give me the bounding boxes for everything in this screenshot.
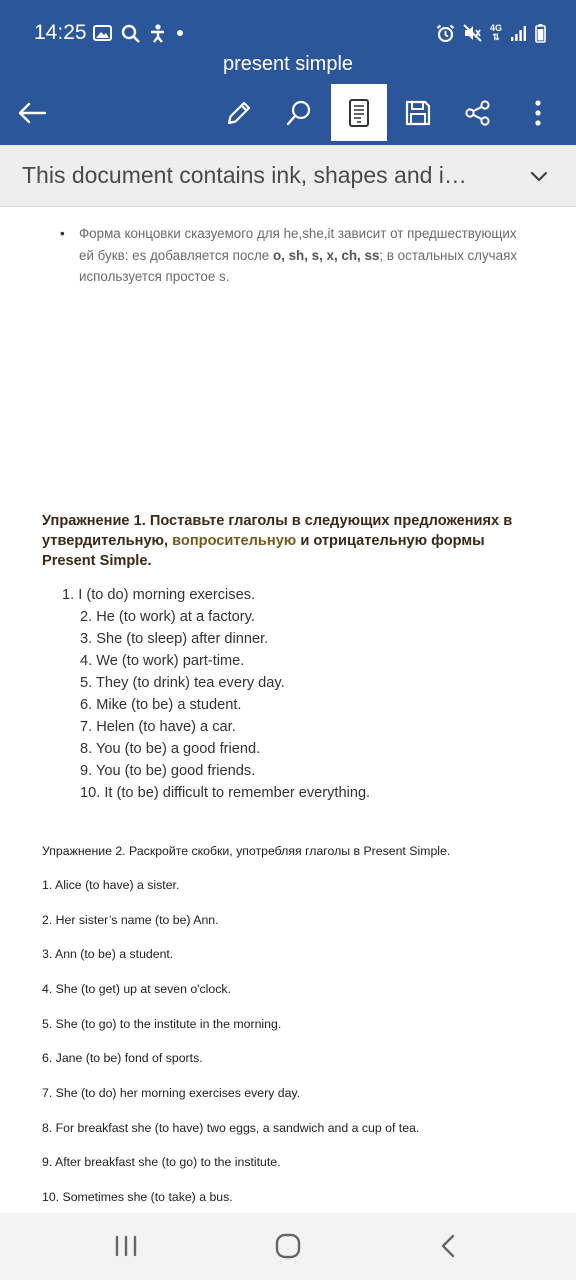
list-item: 1. Alice (to have) a sister. bbox=[42, 878, 180, 892]
exercise1-title-line: Упражнение 1. Поставьте глаголы в следующих предложениях в bbox=[42, 513, 513, 529]
list-item: 10. Sometimes she (to take) a bus. bbox=[42, 1190, 233, 1204]
note-bold-letters: o, sh, s, x, ch, ss bbox=[272, 247, 380, 263]
list-item: 9. After breakfast she (to go) to the institute. bbox=[42, 1155, 281, 1169]
system-nav-bar bbox=[0, 1213, 576, 1280]
network-4g-icon bbox=[490, 24, 502, 42]
list-item: 3. She (to sleep) after dinner. bbox=[80, 631, 269, 647]
battery-icon bbox=[535, 24, 546, 43]
list-item: 5. They (to drink) tea every day. bbox=[80, 675, 285, 691]
list-item: 9. You (to be) good friends. bbox=[80, 763, 256, 779]
document-body[interactable] bbox=[0, 207, 576, 1213]
network-label: 4G bbox=[489, 23, 502, 33]
list-item: 6. Jane (to be) fond of sports. bbox=[42, 1051, 203, 1065]
exercise1-title-line bbox=[42, 531, 542, 551]
mute-icon bbox=[463, 24, 482, 42]
signal-icon bbox=[510, 25, 527, 42]
list-item: 10. It (to be) difficult to remember everything. bbox=[80, 785, 371, 801]
image-icon bbox=[93, 25, 112, 41]
mobile-view-button[interactable] bbox=[331, 84, 387, 141]
list-item: 2. He (to work) at a factory. bbox=[80, 609, 255, 625]
list-item: 7. She (to do) her morning exercises every day. bbox=[42, 1086, 301, 1100]
status-right-icons bbox=[436, 22, 546, 44]
list-item: 8. You (to be) a good friend. bbox=[80, 741, 261, 757]
status-bar bbox=[0, 0, 576, 60]
back-button[interactable] bbox=[4, 84, 60, 141]
note-line: Форма концовки сказуемого для he,she,it зависит от предшествующих bbox=[79, 226, 517, 241]
list-item: 4. She (to get) up at seven o'clock. bbox=[42, 982, 231, 996]
exercise1-title bbox=[42, 511, 542, 571]
accessibility-icon bbox=[149, 24, 166, 43]
list-item: 6. Mike (to be) a student. bbox=[80, 697, 242, 713]
info-banner[interactable] bbox=[0, 145, 576, 207]
note-text: ; в остальных случаях bbox=[379, 247, 518, 263]
list-item: 1. I (to do) morning exercises. bbox=[62, 587, 256, 603]
search-icon bbox=[285, 99, 313, 127]
back-icon bbox=[440, 1234, 456, 1258]
chevron-down-icon bbox=[530, 171, 548, 182]
note-line bbox=[62, 245, 542, 267]
list-item: 5. She (to go) to the institute in the morning. bbox=[42, 1017, 282, 1031]
recent-apps-button[interactable] bbox=[96, 1225, 156, 1267]
note-text: ей букв: es добавляется после bbox=[79, 247, 273, 263]
status-left-icons bbox=[93, 22, 185, 44]
list-item: 7. Helen (to have) a car. bbox=[80, 719, 236, 735]
document-view-icon bbox=[348, 98, 370, 128]
nav-back-button[interactable] bbox=[418, 1225, 478, 1267]
save-button[interactable] bbox=[390, 84, 446, 141]
more-button[interactable] bbox=[510, 84, 566, 141]
edit-button[interactable] bbox=[211, 84, 267, 141]
document-title: present simple bbox=[222, 53, 354, 75]
alarm-icon bbox=[436, 24, 455, 43]
list-item: 2. Her sister’s name (to be) Ann. bbox=[42, 913, 219, 927]
dot-icon bbox=[175, 28, 185, 38]
status-time: 14:25 bbox=[34, 21, 87, 44]
list-item: 8. For breakfast she (to have) two eggs, a sandwich and a cup of tea. bbox=[42, 1121, 420, 1135]
recent-apps-icon bbox=[114, 1235, 138, 1257]
floppy-disk-icon bbox=[404, 99, 432, 127]
search-icon bbox=[121, 24, 140, 43]
share-icon bbox=[464, 99, 492, 127]
banner-text: This document contains ink, shapes and i… bbox=[22, 162, 467, 188]
expand-banner-button[interactable] bbox=[524, 161, 554, 191]
bullet-icon: • bbox=[60, 226, 65, 241]
exercise1-title-line: Present Simple. bbox=[42, 553, 152, 569]
home-button[interactable] bbox=[258, 1225, 318, 1267]
arrow-left-icon bbox=[17, 102, 47, 124]
exercise2-title: Упражнение 2. Раскройте скобки, употребляя глаголы в Present Simple. bbox=[42, 844, 451, 858]
title-text: и отрицательную формы bbox=[296, 533, 485, 549]
title-highlight: вопросительную bbox=[172, 533, 297, 549]
note-paragraph bbox=[62, 223, 542, 288]
title-text: утвердительную, bbox=[42, 533, 173, 549]
list-item: 3. Ann (to be) a student. bbox=[42, 947, 174, 961]
pencil-icon bbox=[225, 99, 253, 127]
more-vertical-icon bbox=[534, 100, 542, 126]
share-button[interactable] bbox=[450, 84, 506, 141]
toolbar bbox=[0, 84, 576, 141]
note-line: используется простое s. bbox=[79, 269, 230, 284]
home-icon bbox=[275, 1233, 301, 1259]
list-item: 4. We (to work) part-time. bbox=[80, 653, 245, 669]
data-arrows-icon: ⇅ bbox=[492, 32, 500, 42]
app-header bbox=[0, 0, 576, 145]
find-button[interactable] bbox=[271, 84, 327, 141]
